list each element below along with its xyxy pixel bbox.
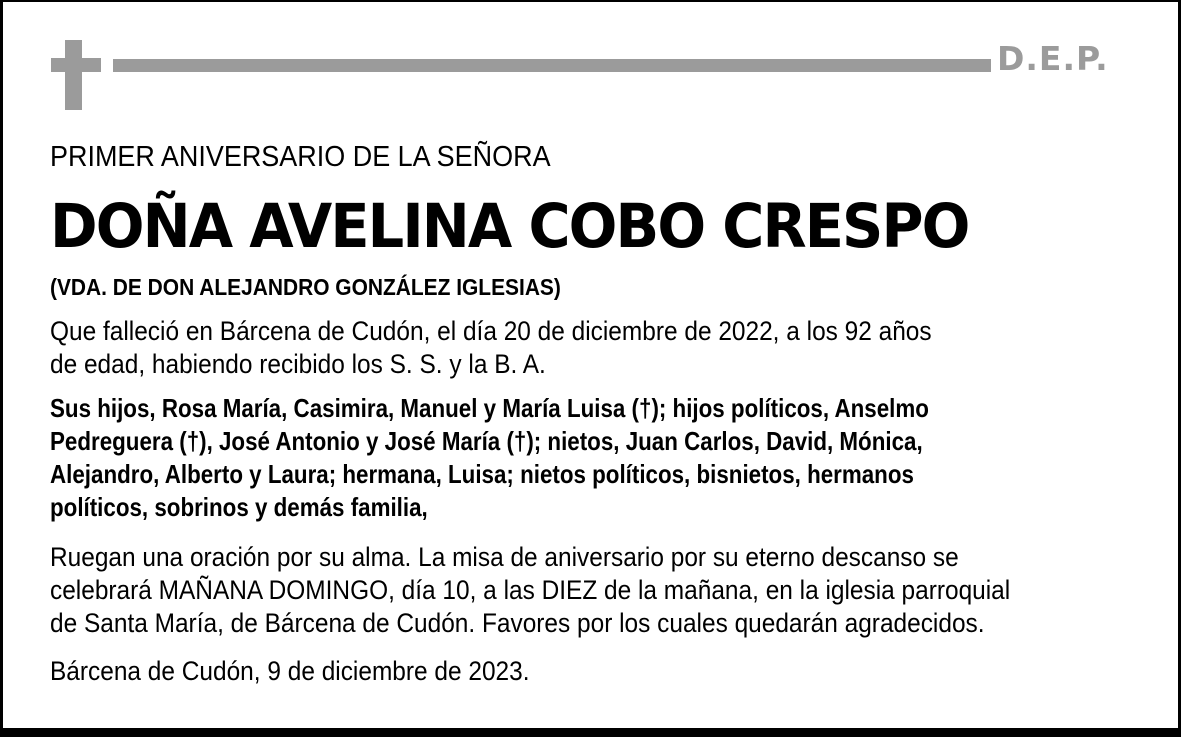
family-paragraph: [50, 392, 929, 524]
dep-label: D.E.P.: [997, 39, 1109, 78]
mass-line: celebrará MAÑANA DOMINGO, día 10, a las DIEZ de la mañana, en la iglesia parroquial: [50, 575, 1011, 605]
family-line: políticos, sobrinos y demás familia,: [50, 492, 428, 522]
mass-line: de Santa María, de Bárcena de Cudón. Favores por los cuales quedarán agradecidos.: [50, 608, 985, 638]
family-line: Sus hijos, Rosa María, Casimira, Manuel y María Luisa (†); hijos políticos, Anselmo: [50, 393, 929, 423]
death-line: Que falleció en Bárcena de Cudón, el día 20 de diciembre de 2022, a los 92 años: [50, 316, 932, 346]
death-paragraph: [50, 315, 932, 381]
widow-of-line: (VDA. DE DON ALEJANDRO GONZÁLEZ IGLESIAS): [50, 274, 561, 300]
deceased-name: DOÑA AVELINA COBO CRESPO: [50, 191, 969, 262]
family-line: Alejandro, Alberto y Laura; hermana, Luisa; nietos políticos, bisnietos, hermanos: [50, 459, 914, 489]
family-line: Pedreguera (†), José Antonio y José María (†); nietos, Juan Carlos, David, Mónica,: [50, 426, 923, 456]
header-rule: [113, 59, 991, 72]
place-date: Bárcena de Cudón, 9 de diciembre de 2023.: [50, 656, 530, 686]
cross-icon-bar: [51, 58, 101, 72]
death-line: de edad, habiendo recibido los S. S. y la B. A.: [50, 349, 546, 379]
notice-overline: PRIMER ANIVERSARIO DE LA SEÑORA: [50, 141, 551, 173]
cross-icon: [65, 40, 82, 110]
mass-paragraph: [50, 541, 1010, 640]
mass-line: Ruegan una oración por su alma. La misa de aniversario por su eterno descanso se: [50, 542, 959, 572]
